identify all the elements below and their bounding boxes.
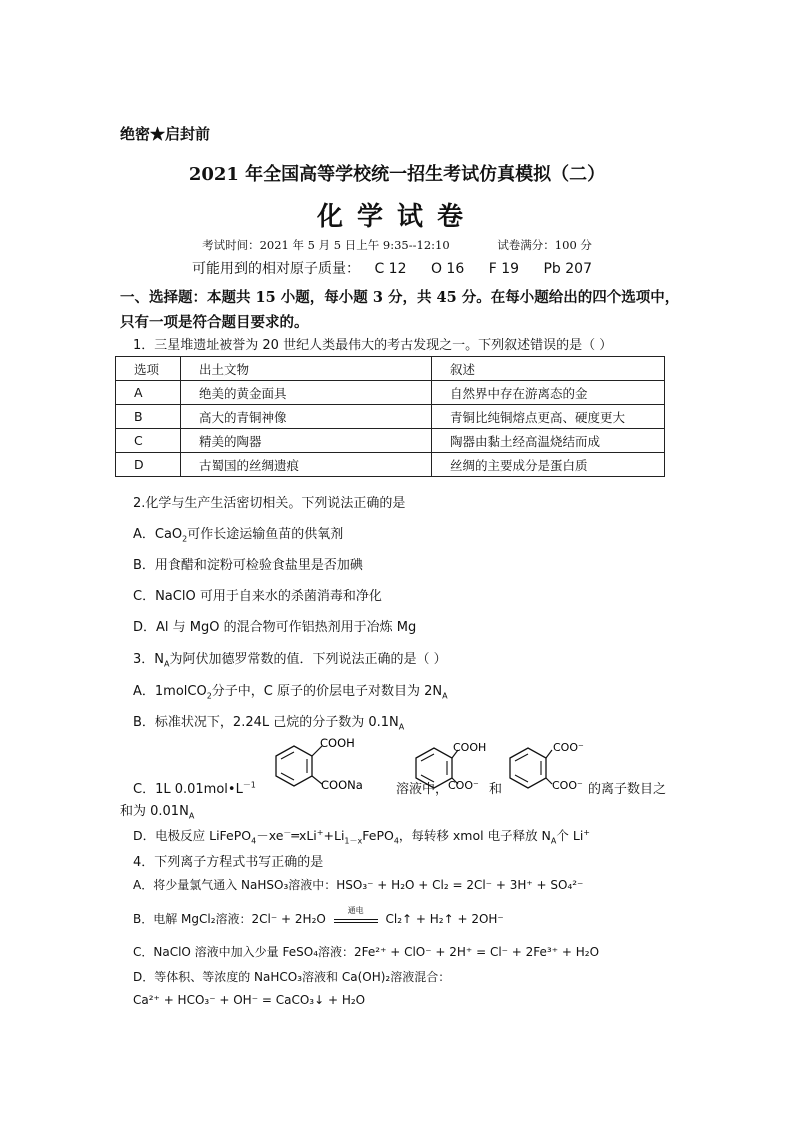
q2-a-sub: 2 xyxy=(182,534,188,544)
q3-d-s7: + xyxy=(583,827,590,837)
table-header-cell: 选项 xyxy=(116,357,181,381)
mass-c: C 12 xyxy=(374,261,407,277)
table-cell: 绝美的黄金面具 xyxy=(181,381,432,405)
table-header-cell: 叙述 xyxy=(432,357,665,381)
electrolysis-arrow xyxy=(334,906,378,923)
q3-b-text: B．标准状况下，2.24L 己烷的分子数为 0.1N xyxy=(133,715,399,730)
q1-table xyxy=(115,356,665,477)
table-cell: 陶器由黏土经高温烧结而成 xyxy=(432,429,665,453)
q3-d-t6: ，每转移 xmol 电子释放 N xyxy=(398,828,551,843)
q3-d-t5: FePO xyxy=(362,828,394,843)
mol2-bottom-group: COO⁻ xyxy=(448,779,479,792)
q1-stem: 1．三星堆遗址被誉为 20 世纪人类最伟大的考古发现之一。下列叙述错误的是（ ） xyxy=(133,338,613,353)
q3-stem-text2: 为阿伏加德罗常数的值．下列说法正确的是（ ） xyxy=(169,652,447,667)
table-cell: 丝绸的主要成分是蛋白质 xyxy=(432,453,665,477)
q2-a-text: A．CaO xyxy=(133,527,183,542)
subject-title: 化学试卷 xyxy=(316,202,477,232)
q3-c-sum-sub: A xyxy=(188,811,195,821)
q4-option-d-equation: Ca²⁺ + HCO₃⁻ + OH⁻ = CaCO₃↓ + H₂O xyxy=(133,993,366,1007)
q3-stem-text: 3．N xyxy=(133,652,164,667)
table-cell: C xyxy=(116,429,181,453)
q3-option-c-label xyxy=(133,778,256,797)
q3-d-t7: 个 Li xyxy=(556,828,584,843)
atomic-masses-label: 可能用到的相对原子质量： xyxy=(192,261,360,277)
table-header-cell: 出土文物 xyxy=(181,357,432,381)
mol2-top-group: COOH xyxy=(453,741,487,754)
mass-pb: Pb 207 xyxy=(543,261,592,277)
table-cell: 青铜比纯铜熔点更高、硬度更大 xyxy=(432,405,665,429)
structure-phthalate-ion xyxy=(500,738,600,798)
q3-d-s3: + xyxy=(316,827,324,837)
table-cell: 高大的青铜神像 xyxy=(181,405,432,429)
q3-c-sum xyxy=(120,800,194,821)
q2-a-text2: 可作长途运输鱼苗的供氧剂 xyxy=(187,527,344,542)
table-row xyxy=(116,405,665,429)
q4-b-left: B．电解 MgCl₂溶液：2Cl⁻ + 2H₂O xyxy=(133,912,326,926)
table-cell: B xyxy=(116,405,181,429)
q3-d-s4: 1－x xyxy=(344,836,363,846)
q3-d-s6: A xyxy=(550,836,557,846)
q3-stem xyxy=(133,648,447,669)
q4-option-a: A．将少量氯气通入 NaHSO₃溶液中：HSO₃⁻ + H₂O + Cl₂ = 2Cl⁻ + 3H⁺ + SO₄²⁻ xyxy=(133,878,584,892)
q3-c-sum-text: 和为 0.01N xyxy=(120,804,189,819)
q3-option-b xyxy=(133,711,404,732)
q3-b-sub: A xyxy=(398,722,405,732)
mol1-top-group: COOH xyxy=(320,736,355,750)
exam-info xyxy=(0,237,794,253)
q3-d-s2: － xyxy=(283,827,292,837)
q4-option-d: D．等体积、等浓度的 NaHCO₃溶液和 Ca(OH)₂溶液混合： xyxy=(133,970,451,984)
table-row xyxy=(116,429,665,453)
q2-option-c: C．NaClO 可用于自来水的杀菌消毒和净化 xyxy=(133,589,382,604)
q3-d-t1: D．电极反应 LiFePO xyxy=(133,828,252,843)
structure-hydrogen-phthalate-ion xyxy=(390,738,503,798)
q3-option-a xyxy=(133,680,448,701)
exam-title: 2021 年全国高等学校统一招生考试仿真模拟（二） xyxy=(188,164,606,185)
table-cell: A xyxy=(116,381,181,405)
q4-stem: 4．下列离子方程式书写正确的是 xyxy=(133,855,324,870)
q2-option-d: D．Al 与 MgO 的混合物可作铝热剂用于冶炼 Mg xyxy=(133,620,417,635)
q3-a-text2: 分子中，C 原子的价层电子对数目为 2N xyxy=(211,684,443,699)
section-heading: 一、选择题：本题共 15 小题，每小题 3 分，共 45 分。在每小题给出的四个选项中，只有一项是符合题目要求的。 xyxy=(120,289,680,331)
q3-stem-sub: A xyxy=(164,659,170,669)
q3-a-text: A．1molCO xyxy=(133,684,207,699)
table-cell: 自然界中存在游离态的金 xyxy=(432,381,665,405)
q3-d-t4: +Li xyxy=(323,828,345,843)
full-score: 试卷满分：100 分 xyxy=(497,238,592,252)
q2-option-a xyxy=(133,523,343,544)
q2-stem: 2.化学与生产生活密切相关。下列说法正确的是 xyxy=(133,496,406,511)
q3-c-sup: －1 xyxy=(242,780,256,790)
q3-d-t2: －xe xyxy=(256,828,284,843)
q3-option-d xyxy=(133,826,590,847)
q4-option-c: C．NaClO 溶液中加入少量 FeSO₄溶液：2Fe²⁺ + ClO⁻ + 2H⁺ = Cl⁻ + 2Fe³⁺ + H₂O xyxy=(133,945,600,959)
exam-time: 考试时间：2021 年 5 月 5 日上午 9:35--12:10 xyxy=(202,238,450,252)
q3-d-t3: ═xLi xyxy=(291,828,317,843)
q3-c-text: C．1L 0.01mol•L xyxy=(133,782,243,797)
structure-hydrogen-phthalate-sodium xyxy=(248,732,398,800)
q4-option-b xyxy=(133,906,504,927)
q3-a-sub: 2 xyxy=(206,691,212,701)
confidential-label: 绝密★启封前 xyxy=(120,125,211,143)
double-line xyxy=(334,919,378,923)
q3-c-and: 和 xyxy=(489,782,503,797)
q3-d-s1: 4 xyxy=(251,836,257,846)
q3-d-s5: 4 xyxy=(393,836,399,846)
q3-c-solution-text: 溶液中， xyxy=(396,782,449,797)
q2-option-b: B．用食醋和淀粉可检验食盐里是否加碘 xyxy=(133,558,363,573)
atomic-masses xyxy=(0,258,794,278)
mass-f: F 19 xyxy=(488,261,520,277)
mol3-bottom-group: COO⁻ xyxy=(552,779,583,792)
table-row xyxy=(116,381,665,405)
table-cell: 古蜀国的丝绸遗痕 xyxy=(181,453,432,477)
table-cell: 精美的陶器 xyxy=(181,429,432,453)
mass-o: O 16 xyxy=(430,261,465,277)
table-header-row xyxy=(116,357,665,381)
table-cell: D xyxy=(116,453,181,477)
mol1-bottom-group: COONa xyxy=(321,778,363,792)
electrolysis-condition: 通电 xyxy=(347,906,364,915)
mol3-top-group: COO⁻ xyxy=(553,741,584,754)
table-row xyxy=(116,453,665,477)
q3-c-ion-count: 的离子数目之 xyxy=(588,782,667,797)
q4-b-right: Cl₂↑ + H₂↑ + 2OH⁻ xyxy=(385,912,504,926)
q3-a-sub2: A xyxy=(442,691,448,701)
